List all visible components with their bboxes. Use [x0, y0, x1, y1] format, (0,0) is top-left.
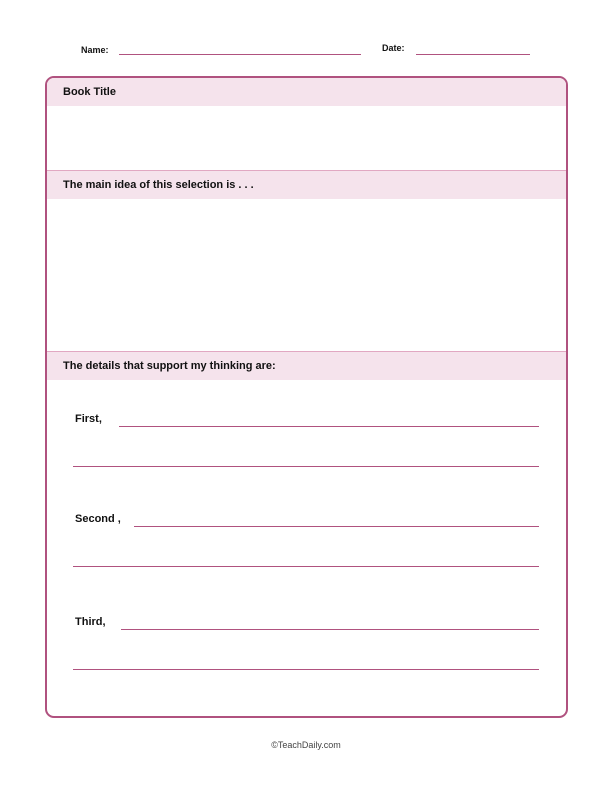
third-answer-line-2[interactable]	[73, 669, 539, 670]
name-label: Name:	[81, 45, 109, 55]
book-title-answer-area[interactable]	[47, 106, 566, 170]
details-label: The details that support my thinking are:	[63, 360, 276, 372]
date-label: Date:	[382, 43, 405, 53]
second-answer-line-2[interactable]	[73, 566, 539, 567]
copyright-footer: ©TeachDaily.com	[271, 740, 341, 750]
main-idea-label: The main idea of this selection is . . .	[63, 179, 254, 191]
main-idea-heading	[47, 171, 566, 199]
second-answer-line[interactable]	[134, 526, 539, 527]
book-title-heading	[47, 78, 566, 106]
third-answer-line[interactable]	[121, 629, 539, 630]
main-idea-answer-area[interactable]	[47, 199, 566, 351]
worksheet-frame	[45, 76, 568, 718]
first-answer-line-2[interactable]	[73, 466, 539, 467]
book-title-label: Book Title	[63, 86, 116, 98]
first-label: First,	[75, 413, 102, 425]
name-field-line[interactable]	[119, 54, 361, 55]
third-label: Third,	[75, 616, 106, 628]
date-field-line[interactable]	[416, 54, 530, 55]
details-heading	[47, 352, 566, 380]
first-answer-line[interactable]	[119, 426, 539, 427]
second-label: Second ,	[75, 513, 121, 525]
